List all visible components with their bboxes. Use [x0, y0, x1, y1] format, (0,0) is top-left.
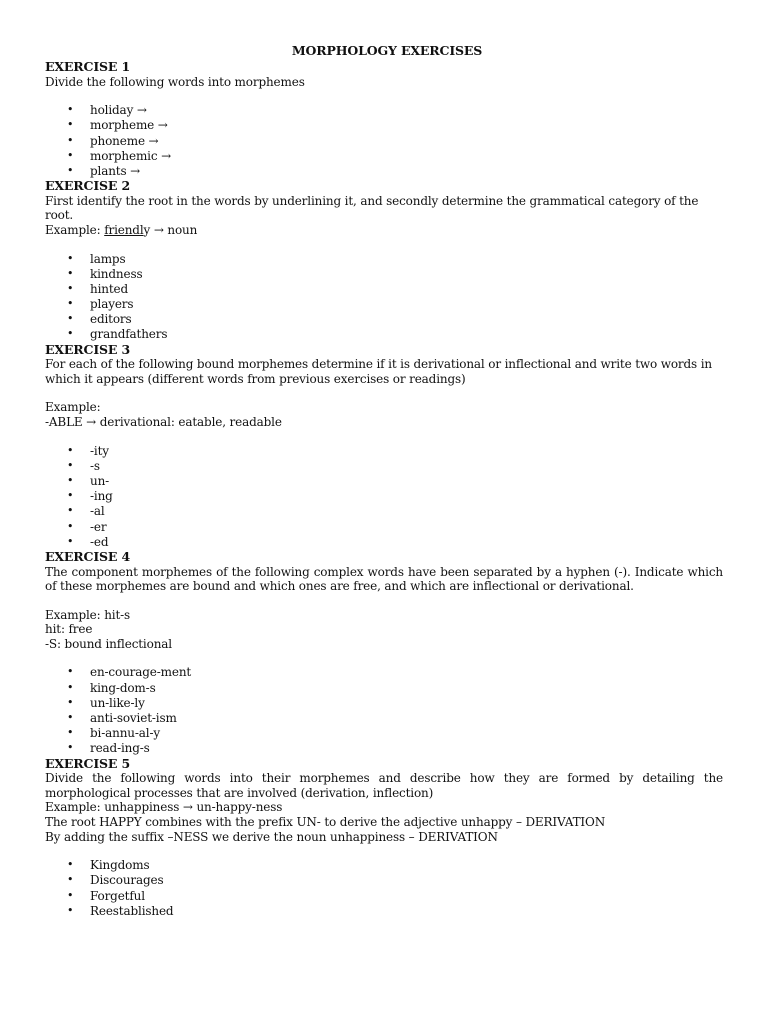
bullet-icon: •	[67, 133, 74, 147]
exercise-2-heading: EXERCISE 2	[45, 178, 131, 194]
list-item: • read-ing-s	[67, 741, 150, 756]
exercise-1-heading: EXERCISE 1	[45, 59, 131, 74]
bullet-icon: •	[67, 118, 74, 132]
bullet-icon: •	[67, 473, 74, 487]
list-item: • morphemic →	[67, 148, 172, 163]
bullet-icon: •	[67, 312, 74, 326]
bullet-icon: •	[67, 534, 74, 548]
bullet-icon: •	[67, 903, 74, 917]
exercise-2-list	[45, 252, 723, 343]
list-item: • morpheme →	[67, 118, 168, 133]
exercise-4-heading: EXERCISE 4	[45, 548, 131, 564]
bullet-icon: •	[67, 103, 74, 117]
list-item: • editors	[67, 312, 132, 327]
list-item: • en-courage-ment	[67, 665, 192, 680]
bullet-icon: •	[67, 504, 74, 518]
bullet-icon: •	[67, 251, 74, 265]
list-item: • un-like-ly	[67, 695, 145, 710]
page-title: MORPHOLOGY EXERCISES	[291, 43, 483, 58]
bullet-icon: •	[67, 443, 74, 457]
bullet-icon: •	[67, 726, 74, 740]
list-item: • lamps	[67, 251, 126, 266]
document-page	[45, 44, 723, 919]
exercise-1-list	[45, 103, 723, 179]
bullet-icon: •	[67, 489, 74, 503]
list-item: • un-	[67, 473, 110, 488]
bullet-icon: •	[67, 266, 74, 280]
list-item: • -ing	[67, 489, 113, 504]
exercise-5-example-line: The root HAPPY combines with the prefix UN- to derive the adjective unhappy – DERIVATION	[45, 814, 606, 829]
bullet-icon: •	[67, 858, 74, 872]
list-item: • Reestablished	[67, 903, 174, 918]
list-item: • -ity	[67, 443, 109, 458]
exercise-5	[45, 757, 723, 919]
exercise-4-example-line: -S: bound inflectional	[45, 636, 172, 651]
list-item: • phoneme →	[67, 133, 159, 148]
list-item: • Discourages	[67, 873, 164, 888]
bullet-icon: •	[67, 873, 74, 887]
bullet-icon: •	[67, 327, 74, 341]
exercise-4-example-line: Example: hit-s	[45, 607, 131, 622]
bullet-icon: •	[67, 297, 74, 311]
exercise-4	[45, 550, 723, 757]
exercise-2-instruction: First identify the root in the words by underlining it, and secondly determine the grammatical category of the root.	[45, 193, 699, 223]
exercise-4-instruction: The component morphemes of the following complex words have been separated by a hyphen (-). Indicate which of these morphemes are bound and which ones are free, and which are inflectional or derivational.	[45, 564, 723, 594]
list-item: • bi-annu-al-y	[67, 726, 160, 741]
list-item: • holiday →	[67, 103, 147, 118]
exercise-3-heading: EXERCISE 3	[45, 341, 131, 357]
bullet-icon: •	[67, 519, 74, 533]
list-item: • hinted	[67, 281, 129, 296]
list-item: • king-dom-s	[67, 680, 156, 695]
exercise-3-instruction: For each of the following bound morphemes determine if it is derivational or inflectional and write two words in which it appears (different words from previous exercises or readings)	[45, 357, 712, 386]
list-item: • grandfathers	[67, 327, 168, 342]
exercise-1	[45, 60, 723, 179]
exercise-3-list	[45, 444, 723, 550]
bullet-icon: •	[67, 695, 74, 709]
exercise-3	[45, 343, 723, 550]
bullet-icon: •	[67, 680, 74, 694]
list-item: • Kingdoms	[67, 858, 150, 873]
list-item: • plants →	[67, 163, 141, 178]
underlined-root: friendl	[104, 222, 144, 237]
bullet-icon: •	[67, 888, 74, 902]
exercise-2-example: Example: friendly → noun	[45, 222, 198, 237]
list-item: • -er	[67, 519, 107, 534]
list-item: • -ed	[67, 534, 109, 549]
bullet-icon: •	[67, 741, 74, 755]
bullet-icon: •	[67, 163, 74, 177]
list-item: • -al	[67, 504, 105, 519]
exercise-5-example-line: Example: unhappiness → un-happy-ness	[45, 800, 283, 815]
list-item: • Forgetful	[67, 888, 145, 903]
list-item: • players	[67, 297, 134, 312]
bullet-icon: •	[67, 458, 74, 472]
bullet-icon: •	[67, 148, 74, 162]
list-item: • -s	[67, 458, 100, 473]
exercise-2	[45, 179, 723, 343]
exercise-5-list	[45, 858, 723, 919]
exercise-3-example-label: Example:	[45, 400, 101, 415]
bullet-icon: •	[67, 665, 74, 679]
exercise-1-instruction: Divide the following words into morphemes	[45, 74, 305, 89]
bullet-icon: •	[67, 711, 74, 725]
list-item: • kindness	[67, 266, 143, 281]
exercise-5-instruction: Divide the following words into their morphemes and describe how they are formed by detailing the morphological processes that are involved (derivation, inflection)	[45, 771, 723, 800]
exercise-3-example-line: -ABLE → derivational: eatable, readable	[45, 415, 282, 429]
bullet-icon: •	[67, 281, 74, 295]
exercise-5-heading: EXERCISE 5	[45, 755, 131, 771]
exercise-4-example-line: hit: free	[45, 622, 93, 637]
list-item: • anti-soviet-ism	[67, 711, 177, 726]
exercise-4-list	[45, 665, 723, 756]
exercise-5-example-line: By adding the suffix –NESS we derive the noun unhappiness – DERIVATION	[45, 829, 498, 844]
